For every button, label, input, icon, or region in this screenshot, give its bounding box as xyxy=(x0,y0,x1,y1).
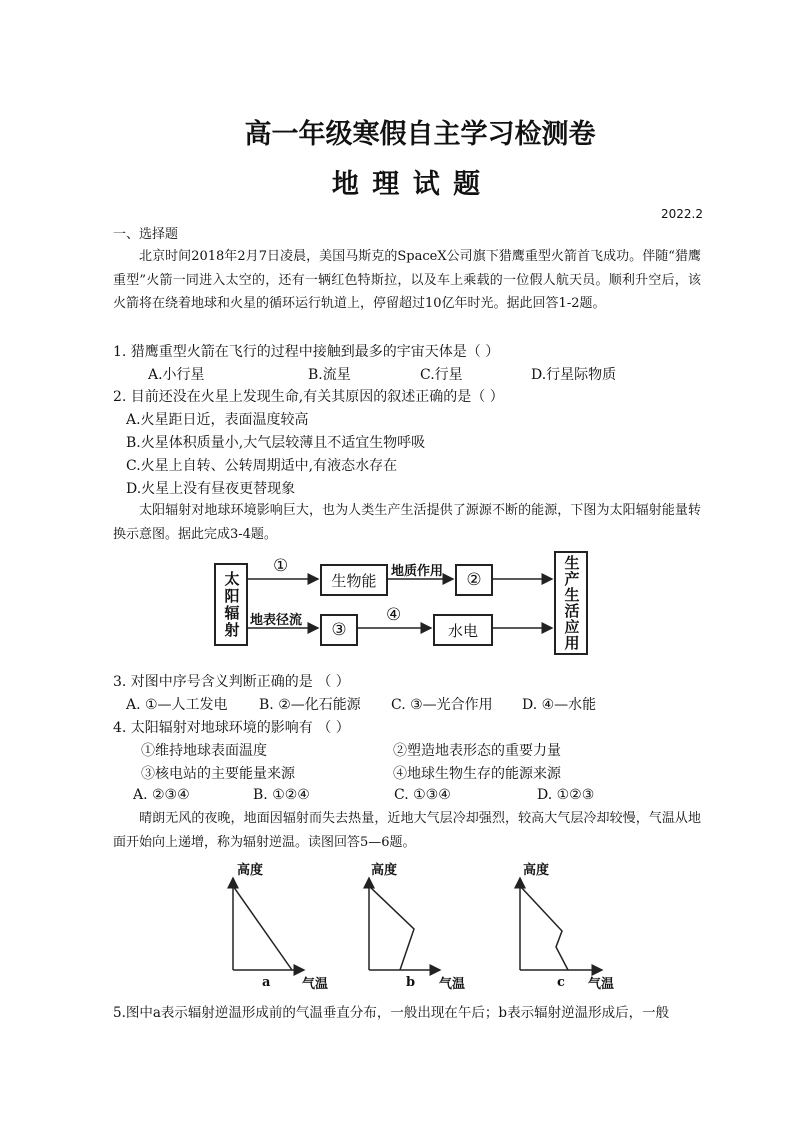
question-3-option-d: D. ④—水能 xyxy=(522,697,597,713)
question-2-option-a: A.火星距日近，表面温度较高 xyxy=(126,412,309,428)
question-4-option-d: D. ①②③ xyxy=(537,787,595,803)
graph-c-x-label: 气温 xyxy=(588,977,615,992)
node-3 xyxy=(320,614,358,646)
graph-c-name: c xyxy=(557,975,565,990)
question-4-option-c: C. ①③④ xyxy=(394,787,451,803)
question-3-option-a: A. ①—人工发电 xyxy=(126,697,228,713)
question-4-stem: 4. 太阳辐射对地球环境的影响有 （ ） xyxy=(113,720,350,736)
exam-subject: 地 理 试 题 xyxy=(331,169,483,200)
arrow-label-1: ① xyxy=(273,556,289,576)
section-title: 一、选择题 xyxy=(113,227,179,242)
node-solar-radiation xyxy=(214,563,248,646)
node-hydropower xyxy=(433,614,493,646)
question-3-option-c: C. ③—光合作用 xyxy=(391,697,493,713)
arrow-label-runoff: 地表径流 xyxy=(250,613,303,628)
graph-b-y-label: 高度 xyxy=(371,863,398,878)
node-2 xyxy=(455,564,493,596)
graph-a-x-label: 气温 xyxy=(302,977,329,992)
graph-b-x-label: 气温 xyxy=(439,977,466,992)
graph-a-name: a xyxy=(262,975,271,990)
question-3-option-b: B. ②—化石能源 xyxy=(259,697,361,713)
question-4-item-2: ②塑造地表形态的重要力量 xyxy=(393,743,561,759)
passage-3-text: 晴朗无风的夜晚，地面因辐射而失去热量，近地大气层冷却强烈，较高大气层冷却较慢，气温从地面开始向上递增，称为辐射逆温。读图回答5—6题。 xyxy=(113,811,701,850)
graph-c-y-label: 高度 xyxy=(523,863,550,878)
solar-radiation-label: 太阳辐射 xyxy=(222,570,241,639)
node-3-label: ③ xyxy=(331,620,347,640)
graph-b-name: b xyxy=(406,975,416,990)
question-1-option-b: B.流星 xyxy=(308,367,351,383)
question-4-item-1: ①维持地球表面温度 xyxy=(141,743,267,759)
question-4-item-4: ④地球生物生存的能源来源 xyxy=(393,766,561,782)
exam-title: 高一年级寒假自主学习检测卷 xyxy=(244,119,596,150)
question-5-stem: 5.图中a表示辐射逆温形成前的气温垂直分布，一般出现在午后；b表示辐射逆温形成后，一般 xyxy=(113,1005,670,1021)
question-4-item-3: ③核电站的主要能量来源 xyxy=(141,766,295,782)
hydropower-label: 水电 xyxy=(447,621,478,640)
question-4-option-a: A. ②③④ xyxy=(133,787,190,803)
question-1-option-a: A.小行星 xyxy=(148,367,205,383)
arrow-label-4: ④ xyxy=(386,605,402,625)
node-bio-energy xyxy=(320,564,388,596)
passage-1-text: 北京时间2018年2月7日凌晨，美国马斯克的SpaceX公司旗下猎鹰重型火箭首飞成功。伴随“猎鹰重型”火箭一同进入太空的，还有一辆红色特斯拉，以及车上乘载的一位假人航天员。顺利升空后，该火箭将在绕着地球和火星的循环运行轨道上，停留超过10亿年时光。据此回答1-2题。 xyxy=(113,249,701,311)
question-2-option-c: C.火星上自转、公转周期适中,有液态水存在 xyxy=(126,458,398,474)
question-1-option-c: C.行星 xyxy=(420,367,463,383)
node-production-use xyxy=(554,551,588,655)
passage-3 xyxy=(113,807,701,854)
passage-2-text: 太阳辐射对地球环境影响巨大，也为人类生产生活提供了源源不断的能源，下图为太阳辐射能量转换示意图。据此完成3-4题。 xyxy=(113,503,701,542)
question-1-option-d: D.行星际物质 xyxy=(531,367,617,383)
arrow-label-geologic: 地质作用 xyxy=(391,564,444,579)
graph-a-y-label: 高度 xyxy=(237,863,264,878)
question-4-option-b: B. ①②④ xyxy=(253,787,310,803)
question-2-option-d: D.火星上没有昼夜更替现象 xyxy=(126,481,296,497)
exam-date: 2022.2 xyxy=(661,207,703,221)
bio-energy-label: 生物能 xyxy=(331,571,377,590)
question-3-stem: 3. 对图中序号含义判断正确的是 （ ） xyxy=(113,674,350,690)
production-use-label: 生产生活应用 xyxy=(562,555,581,651)
question-2-option-b: B.火星体积质量小,大气层较薄且不适宜生物呼吸 xyxy=(126,435,426,451)
question-1-stem: 1. 猎鹰重型火箭在飞行的过程中接触到最多的宇宙天体是（ ） xyxy=(113,344,500,360)
question-2-stem: 2. 目前还没在火星上发现生命,有关其原因的叙述正确的是（ ） xyxy=(113,389,504,405)
node-2-label: ② xyxy=(466,570,482,590)
